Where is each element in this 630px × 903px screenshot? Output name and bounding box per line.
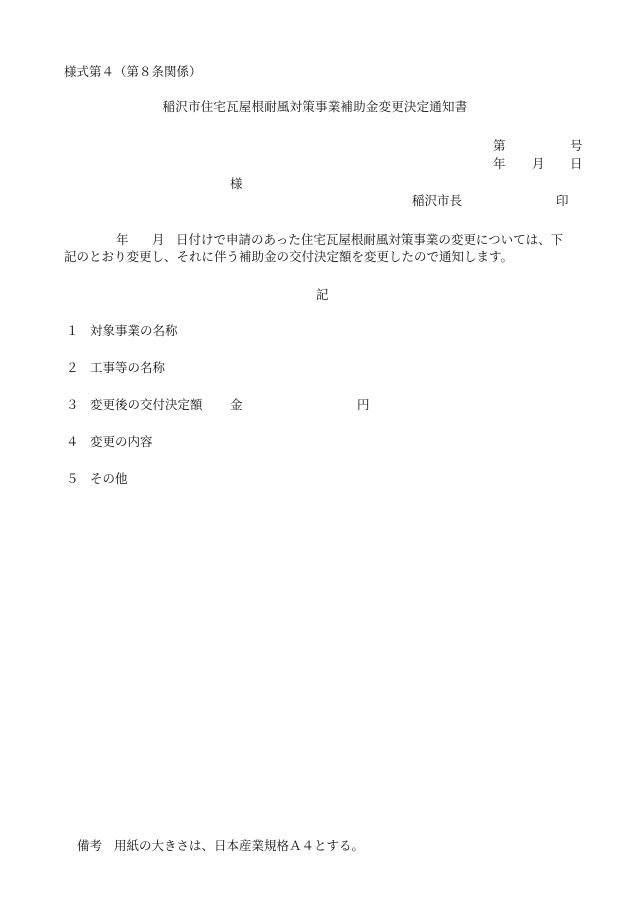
amount-prefix: 金 xyxy=(230,397,243,412)
item-number: ４ xyxy=(66,434,79,449)
item-label: 変更の内容 xyxy=(90,434,153,449)
date-year-label: 年 xyxy=(493,156,506,171)
body-text-line-2: 記のとおり変更し、それに伴う補助金の交付決定額を変更したので通知します。 xyxy=(64,249,514,264)
amount-suffix: 円 xyxy=(357,397,370,412)
item-label: 変更後の交付決定額 xyxy=(90,397,203,412)
form-number: 様式第４（第８条関係） xyxy=(64,64,202,79)
item-label: 工事等の名称 xyxy=(90,360,166,375)
body-text-line-1: 日付けで申請のあった住宅瓦屋根耐風対策事業の変更については、下 xyxy=(176,232,564,247)
seal-mark: 印 xyxy=(556,193,569,208)
item-number: ５ xyxy=(66,471,79,486)
remarks-text: 用紙の大きさは、日本産業規格Ａ４とする。 xyxy=(114,838,365,853)
date-month-label: 月 xyxy=(532,156,545,171)
remarks-heading: 備考 xyxy=(77,838,103,853)
item-number: ３ xyxy=(66,397,79,412)
addressee-suffix: 様 xyxy=(230,176,243,191)
document-number-suffix: 号 xyxy=(570,138,583,153)
ki-heading: 記 xyxy=(316,287,329,302)
item-number: ２ xyxy=(66,360,79,375)
document-title: 稲沢市住宅瓦屋根耐風対策事業補助金変更決定通知書 xyxy=(162,99,468,114)
body-month-label: 月 xyxy=(152,232,165,247)
sender-name: 稲沢市長 xyxy=(412,193,463,208)
body-year-label: 年 xyxy=(116,232,129,247)
item-number: １ xyxy=(66,323,79,338)
document-number-prefix: 第 xyxy=(493,138,506,153)
item-label: その他 xyxy=(90,471,128,486)
date-day-label: 日 xyxy=(570,156,583,171)
item-label: 対象事業の名称 xyxy=(90,323,178,338)
